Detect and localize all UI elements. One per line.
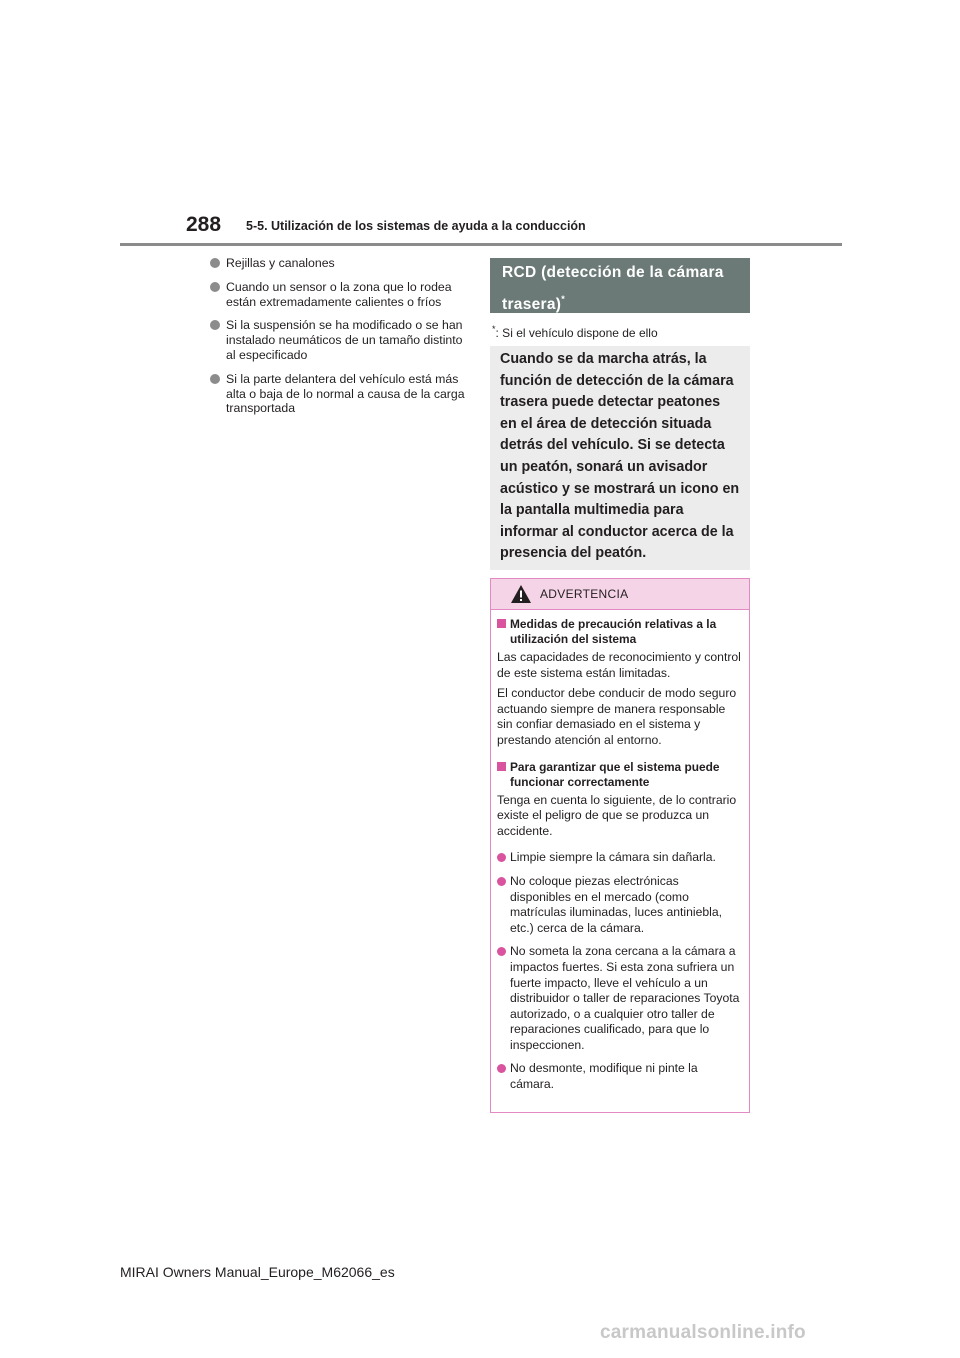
heading-asterisk: * bbox=[561, 294, 566, 304]
bullet-dot-icon bbox=[210, 258, 220, 268]
warning-triangle-icon bbox=[510, 584, 532, 604]
watermark: carmanualsonline.info bbox=[600, 1322, 806, 1343]
page-number: 288 bbox=[186, 213, 222, 236]
list-item-text: Limpie siempre la cámara sin dañarla. bbox=[510, 850, 716, 865]
list-item bbox=[497, 850, 741, 866]
list-item bbox=[497, 1061, 741, 1092]
list-item-text: Si la parte delantera del vehículo está más alta o baja de lo normal a causa de la carga transportada bbox=[226, 371, 465, 416]
list-item-text: No coloque piezas electrónicas disponibles en el mercado (como matrículas iluminadas, luces antiniebla, etc.) cerca de la cámara. bbox=[510, 873, 723, 935]
footnote bbox=[492, 324, 658, 340]
list-item bbox=[210, 318, 472, 362]
bullet-dot-icon bbox=[497, 1064, 506, 1073]
square-bullet-icon bbox=[497, 762, 506, 771]
list-item-text: No someta la zona cercana a la cámara a impactos fuertes. Si esta zona sufriera un fuerte impacto, lleve el vehículo a un distribuidor o taller de reparaciones Toyota autorizado, o a cualquier otro taller de reparaciones cualificado, para que lo inspeccionen. bbox=[510, 944, 740, 1052]
list-item bbox=[497, 874, 741, 936]
square-bullet-icon bbox=[497, 619, 506, 628]
header-rule bbox=[120, 243, 842, 246]
list-item-text: Si la suspensión se ha modificado o se han instalado neumáticos de un tamaño distinto al especificado bbox=[226, 318, 463, 362]
warning-box bbox=[490, 578, 750, 1113]
warning-header bbox=[491, 579, 749, 610]
bullet-dot-icon bbox=[210, 374, 220, 384]
rcd-section-heading bbox=[490, 258, 750, 313]
intro-box: Cuando se da marcha atrás, la función de detección de la cámara trasera puede detectar peatones en el área de detección situada detrás del vehículo. Si se detecta un peatón, sonará un avisador acústico y se mostrará un icono en la pantalla multimedia para informar al conductor acerca de la presencia del peatón. bbox=[490, 346, 750, 570]
bullet-dot-icon bbox=[497, 853, 506, 862]
section-title: 5-5. Utilización de los sistemas de ayuda a la conducción bbox=[246, 219, 586, 233]
warning-title: ADVERTENCIA bbox=[540, 587, 629, 601]
bullet-dot-icon bbox=[497, 947, 506, 956]
bullet-dot-icon bbox=[497, 877, 506, 886]
warning-body bbox=[491, 610, 749, 1093]
list-item bbox=[210, 280, 472, 310]
warning-subheading bbox=[497, 760, 741, 790]
warning-paragraph: Tenga en cuenta lo siguiente, de lo contrario existe el peligro de que se produzca un accidente. bbox=[497, 792, 737, 838]
left-column bbox=[210, 256, 472, 425]
footnote-text: : Si el vehículo dispone de ello bbox=[495, 326, 658, 340]
warning-subheading bbox=[497, 617, 741, 647]
subheading-text: Para garantizar que el sistema puede funcionar correctamente bbox=[510, 759, 720, 789]
footer-text: MIRAI Owners Manual_Europe_M62066_es bbox=[120, 1264, 395, 1280]
subheading-text: Medidas de precaución relativas a la utilización del sistema bbox=[510, 617, 717, 646]
list-item-text: Rejillas y canalones bbox=[226, 256, 335, 270]
list-item bbox=[210, 372, 472, 416]
bullet-dot-icon bbox=[210, 282, 220, 292]
list-item-text: No desmonte, modifique ni pinte la cámara. bbox=[510, 1061, 698, 1092]
bullet-dot-icon bbox=[210, 320, 220, 330]
list-item bbox=[497, 944, 741, 1053]
footnote-mark: * bbox=[492, 324, 496, 334]
warning-paragraph: El conductor debe conducir de modo seguro actuando siempre de manera responsable sin confiar demasiado en el sistema y prestando atención al entorno. bbox=[497, 686, 737, 747]
list-item-text: Cuando un sensor o la zona que lo rodea están extremadamente calientes o fríos bbox=[226, 279, 452, 309]
list-item bbox=[210, 256, 472, 271]
warning-paragraph: Las capacidades de reconocimiento y control de este sistema están limitadas. bbox=[497, 650, 741, 680]
rcd-heading-text: RCD (detección de la cámara trasera) bbox=[502, 264, 724, 313]
